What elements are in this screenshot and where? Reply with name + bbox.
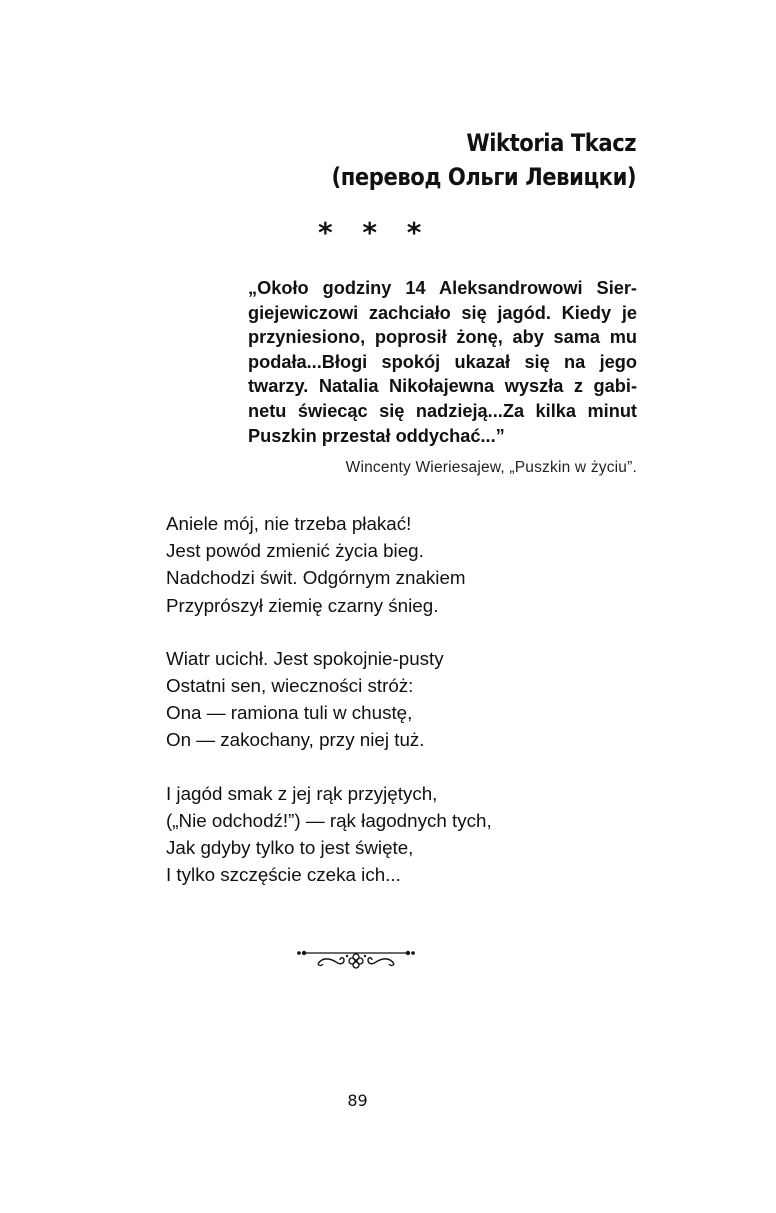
poem-stanza	[166, 645, 492, 754]
poem-line: Ostatni sen, wieczności stróż:	[166, 675, 414, 697]
poem-stanza	[166, 780, 492, 889]
epigraph-line: giejewiczowi zachciało się jagód. Kiedy je	[248, 302, 637, 323]
poem	[166, 510, 492, 914]
poem-line: Ona — ramiona tuli w chustę,	[166, 702, 413, 724]
epigraph-line: podała...Błogi spokój ukazał się na jego	[248, 351, 637, 372]
author-heading	[331, 126, 636, 194]
page-number: 89	[347, 1091, 368, 1110]
epigraph-line: netu świecąc się nadzieją...Za kilka minut	[248, 400, 637, 421]
poem-line: I jagód smak z jej rąk przyjętych,	[166, 782, 438, 804]
poem-line: Jak gdyby tylko to jest święte,	[166, 837, 414, 859]
epigraph	[248, 276, 637, 448]
poem-line: On — zakochany, przy niej tuż.	[166, 729, 425, 751]
author-name: Wiktoria Tkacz	[466, 129, 636, 157]
poem-line: Nadchodzi świt. Odgórnym znakiem	[166, 567, 466, 589]
epigraph-line: „Około godziny 14 Aleksandrowowi Sier-	[248, 278, 637, 298]
epigraph-line: twarzy. Natalia Nikołajewna wyszła z gabi-	[248, 376, 637, 397]
epigraph-line: Puszkin przestał oddychać...”	[248, 425, 505, 446]
decorative-flourish-divider-icon	[294, 946, 418, 972]
translator-note: (перевод Ольги Левицки)	[331, 163, 636, 191]
poem-line: („Nie odchodź!”) — rąk łagodnych tych,	[166, 809, 492, 831]
epigraph-source: Wincenty Wieriesajew, „Puszkin w życiu”.	[345, 459, 637, 476]
section-separator: * * *	[318, 216, 432, 249]
poem-stanza	[166, 510, 492, 619]
poem-line: Wiatr ucichł. Jest spokojnie-pusty	[166, 647, 444, 669]
epigraph-line: przyniesiono, poprosił żonę, aby sama mu	[248, 327, 637, 348]
poem-line: Aniele mój, nie trzeba płakać!	[166, 513, 412, 534]
poem-line: Przyprószył ziemię czarny śnieg.	[166, 594, 439, 616]
poem-line: Jest powód zmienić życia bieg.	[166, 540, 424, 562]
poem-line: I tylko szczęście czeka ich...	[166, 864, 401, 886]
